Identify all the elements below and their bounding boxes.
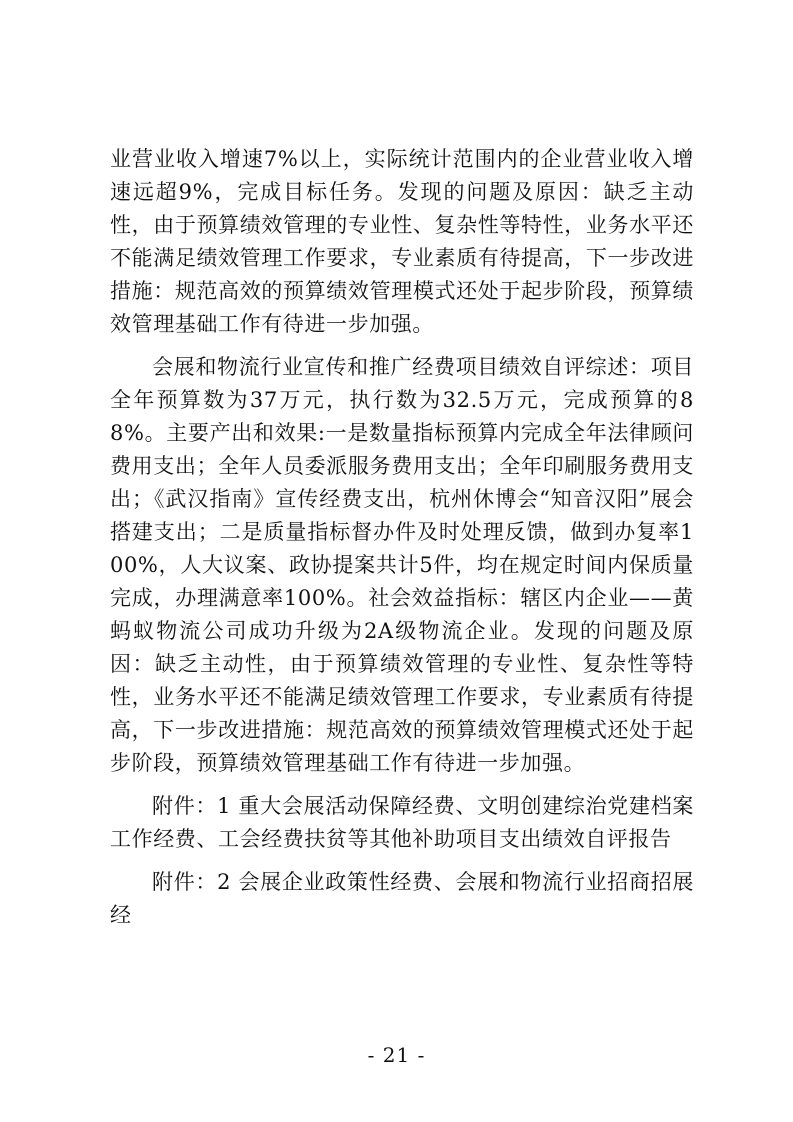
paragraph-attachment-2: 附件：2 会展企业政策性经费、会展和物流行业招商招展经 bbox=[110, 870, 694, 927]
document-body bbox=[110, 143, 694, 932]
paragraph-logistics-promotion-summary: 会展和物流行业宣传和推广经费项目绩效自评综述：项目全年预算数为37万元，执行数为32.5万元，完成预算的88%。主要产出和效果:一是数量指标预算内完成全年法律顾问费用支出；全年人员委派服务费用支出；全年印刷服务费用支出；《武汉指南》宣传经费支出，杭州休博会“知音汉阳”展会搭建支出；二是质量指标督办件及时处理反馈，做到办复率100%，人大议案、政协提案共计5件，均在规定时间内保质量完成，办理满意率100%。社会效益指标：辖区内企业——黄蚂蚁物流公司成功升级为2A级物流企业。发现的问题及原因：缺乏主动性，由于预算绩效管理的专业性、复杂性等特性，业务水平还不能满足绩效管理工作要求，专业素质有待提高，下一步改进措施：规范高效的预算绩效管理模式还处于起步阶段，预算绩效管理基础工作有待进一步加强。 bbox=[110, 355, 694, 775]
paragraph-attachment-1: 附件：1 重大会展活动保障经费、文明创建综治党建档案工作经费、工会经费扶贫等其他补助项目支出绩效自评报告 bbox=[110, 794, 694, 851]
paragraph-continuation: 业营业收入增速7%以上，实际统计范围内的企业营业收入增速远超9%，完成目标任务。发现的问题及原因：缺乏主动性，由于预算绩效管理的专业性、复杂性等特性，业务水平还不能满足绩效管理工作要求，专业素质有待提高，下一步改进措施：规范高效的预算绩效管理模式还处于起步阶段，预算绩效管理基础工作有待进一步加强。 bbox=[110, 147, 694, 336]
page-number: - 21 - bbox=[367, 1043, 426, 1067]
